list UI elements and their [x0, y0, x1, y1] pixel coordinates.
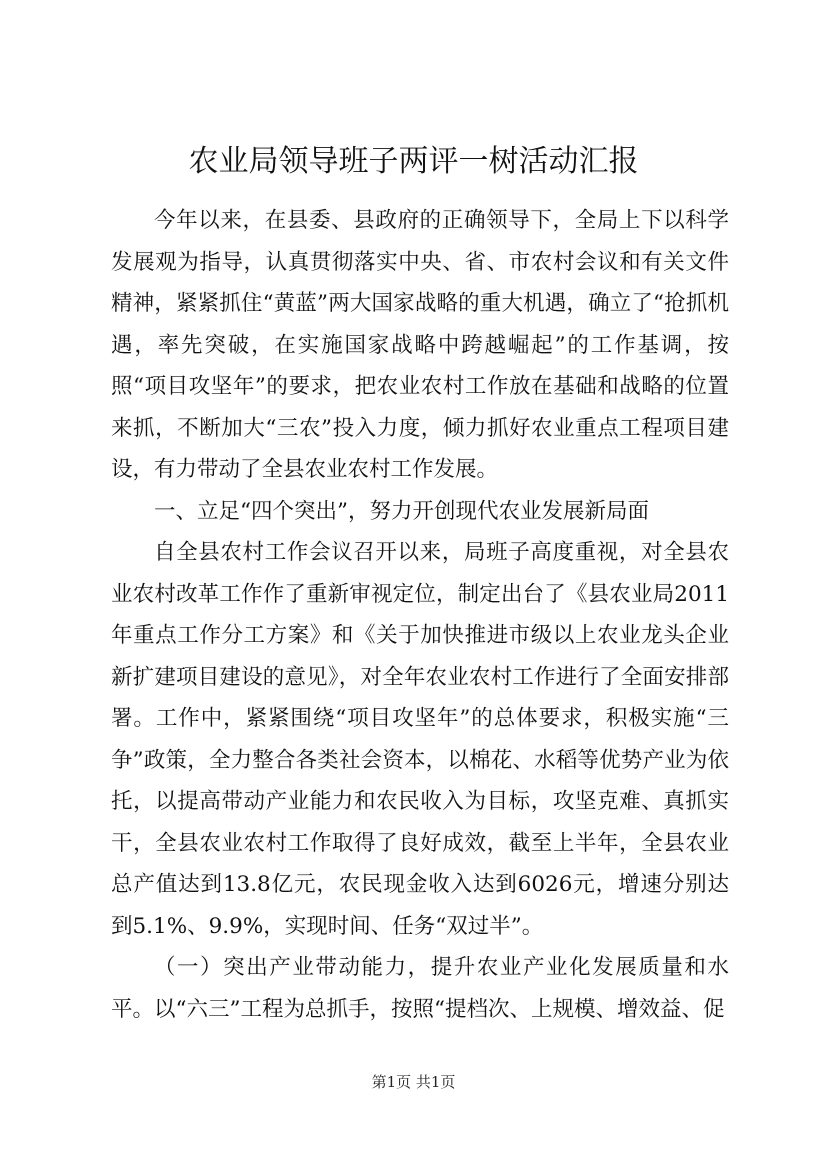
- intro-paragraph: 今年以来，在县委、县政府的正确领导下，全局上下以科学发展观为指导，认真贯彻落实中央、省、市农村会议和有关文件精神，紧紧抓住“黄蓝”两大国家战略的重大机遇，确立了“抢抓机遇，率先突破，在实施国家战略中跨越崛起”的工作基调，按照“项目攻坚年”的要求，把农业农村工作放在基础和战略的位置来抓，不断加大“三农”投入力度，倾力抓好农业重点工程项目建设，有力带动了全县农业农村工作发展。: [111, 208, 729, 482]
- page-footer: 第1页 共1页: [371, 1073, 456, 1091]
- document-body: [111, 200, 729, 1030]
- section-paragraph: 自全县农村工作会议召开以来，局班子高度重视，对全县农业农村改革工作作了重新审视定位，制定出台了《县农业局2011年重点工作分工方案》和《关于加快推进市级以上农业龙头企业新扩建项目建设的意见》，对全年农业农村工作进行了全面安排部署。工作中，紧紧围绕“项目攻坚年”的总体要求，积极实施“三争”政策，全力整合各类社会资本，以棉花、水稻等优势产业为依托，以提高带动产业能力和农民收入为目标，攻坚克难、真抓实干，全县农业农村工作取得了良好成效，截至上半年，全县农业总产值达到13.8亿元，农民现金收入达到6026元，增速分别达到5.1%、9.9%，实现时间、任务“双过半”。: [111, 540, 729, 939]
- section-heading: 一、立足“四个突出”，努力开创现代农业发展新局面: [154, 498, 649, 524]
- subsection-paragraph: （一）突出产业带动能力，提升农业产业化发展质量和水平。以“六三”工程为总抓手，按照“提档次、上规模、增效益、促: [111, 955, 729, 1022]
- document-title: 农业局领导班子两评一树活动汇报: [188, 144, 639, 179]
